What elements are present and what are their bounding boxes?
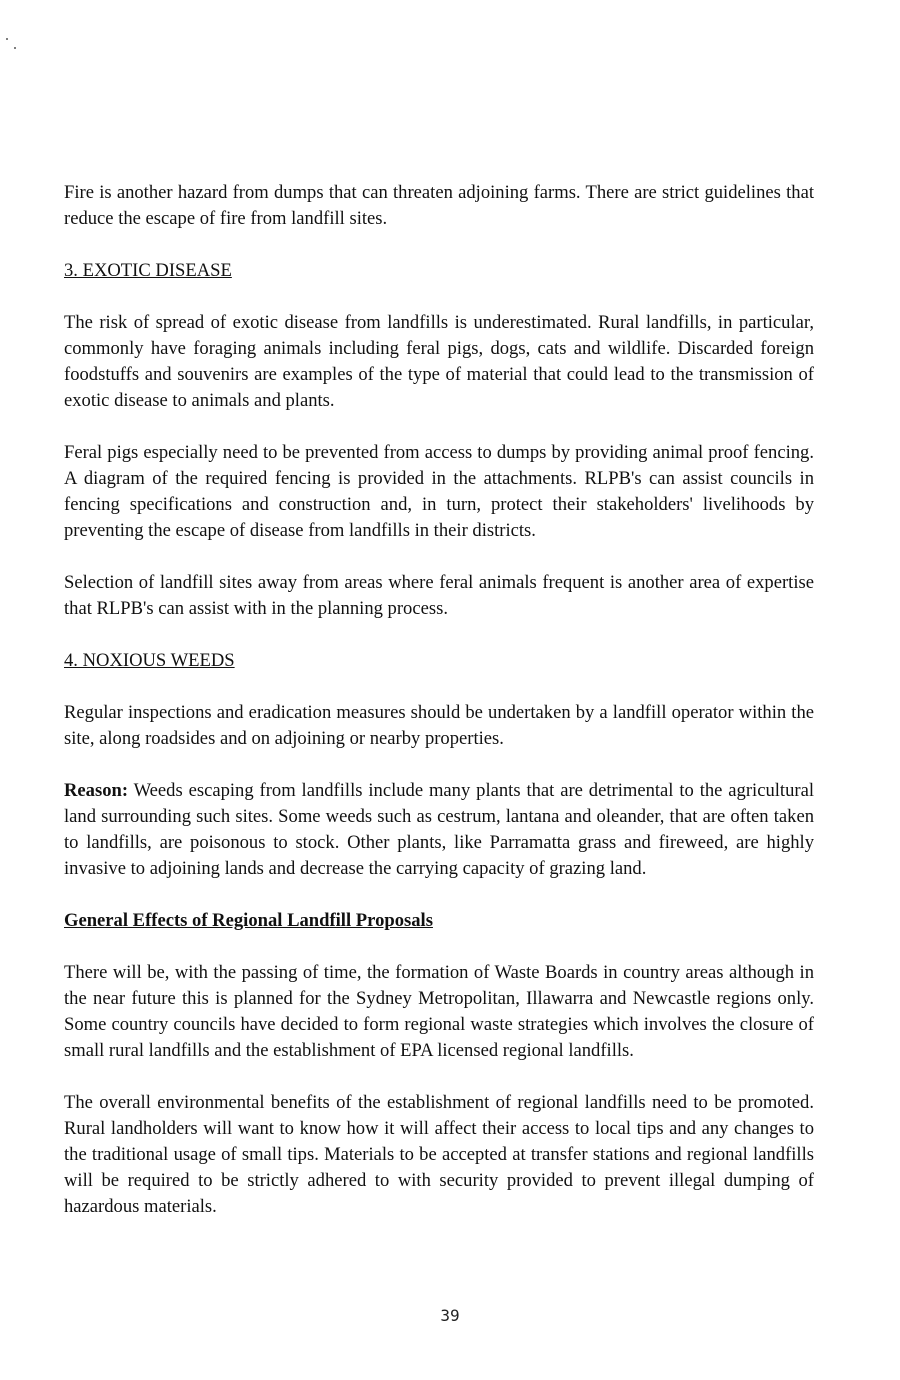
document-page xyxy=(64,180,814,1246)
reason-label: Reason: xyxy=(64,780,129,801)
exotic-disease-paragraph-2: Feral pigs especially need to be prevented from access to dumps by providing animal proof fencing. A diagram of the required fencing is provided in the attachments. RLPB's can assist councils in fencing specifications and construction and, in turn, protect their stakeholders' livelihoods by preventing the escape of disease from landfills in their districts. xyxy=(64,442,814,541)
scan-speck xyxy=(14,47,16,49)
general-effects-paragraph-2: The overall environmental benefits of the establishment of regional landfills need to be promoted. Rural landholders will want to know how it will affect their access to local tips and any changes to the traditional usage of small tips. Materials to be accepted at transfer stations and regional landfills will be required to be strictly adhered to with security provided to prevent illegal dumping of hazardous materials. xyxy=(64,1092,814,1217)
exotic-disease-heading: 3. EXOTIC DISEASE xyxy=(64,260,232,281)
reason-text: Weeds escaping from landfills include many plants that are detrimental to the agricultural land surrounding such sites. Some weeds such as cestrum, lantana and oleander, that are often taken to landfills, are poisonous to stock. Other plants, like Parramatta grass and fireweed, are highly invasive to adjoining lands and decrease the carrying capacity of grazing land. xyxy=(64,780,814,879)
fire-hazard-paragraph: Fire is another hazard from dumps that can threaten adjoining farms. There are strict guidelines that reduce the escape of fire from landfill sites. xyxy=(64,182,814,229)
scan-speck xyxy=(6,38,8,40)
noxious-weeds-heading: 4. NOXIOUS WEEDS xyxy=(64,650,235,671)
page-number: 39 xyxy=(440,1306,460,1325)
exotic-disease-paragraph-3: Selection of landfill sites away from areas where feral animals frequent is another area of expertise that RLPB's can assist with in the planning process. xyxy=(64,572,814,619)
noxious-weeds-paragraph-1: Regular inspections and eradication measures should be undertaken by a landfill operator within the site, along roadsides and on adjoining or nearby properties. xyxy=(64,702,814,749)
general-effects-heading: General Effects of Regional Landfill Proposals xyxy=(64,910,433,931)
general-effects-paragraph-1: There will be, with the passing of time, the formation of Waste Boards in country areas although in the near future this is planned for the Sydney Metropolitan, Illawarra and Newcastle regions only. Some country councils have decided to form regional waste strategies which involves the closure of small rural landfills and the establishment of EPA licensed regional landfills. xyxy=(64,962,814,1061)
reason-paragraph xyxy=(64,778,814,882)
exotic-disease-paragraph-1: The risk of spread of exotic disease from landfills is underestimated. Rural landfills, in particular, commonly have foraging animals including feral pigs, dogs, cats and wildlife. Discarded foreign foodstuffs and souvenirs are examples of the type of material that could lead to the transmission of exotic disease to animals and plants. xyxy=(64,312,814,411)
